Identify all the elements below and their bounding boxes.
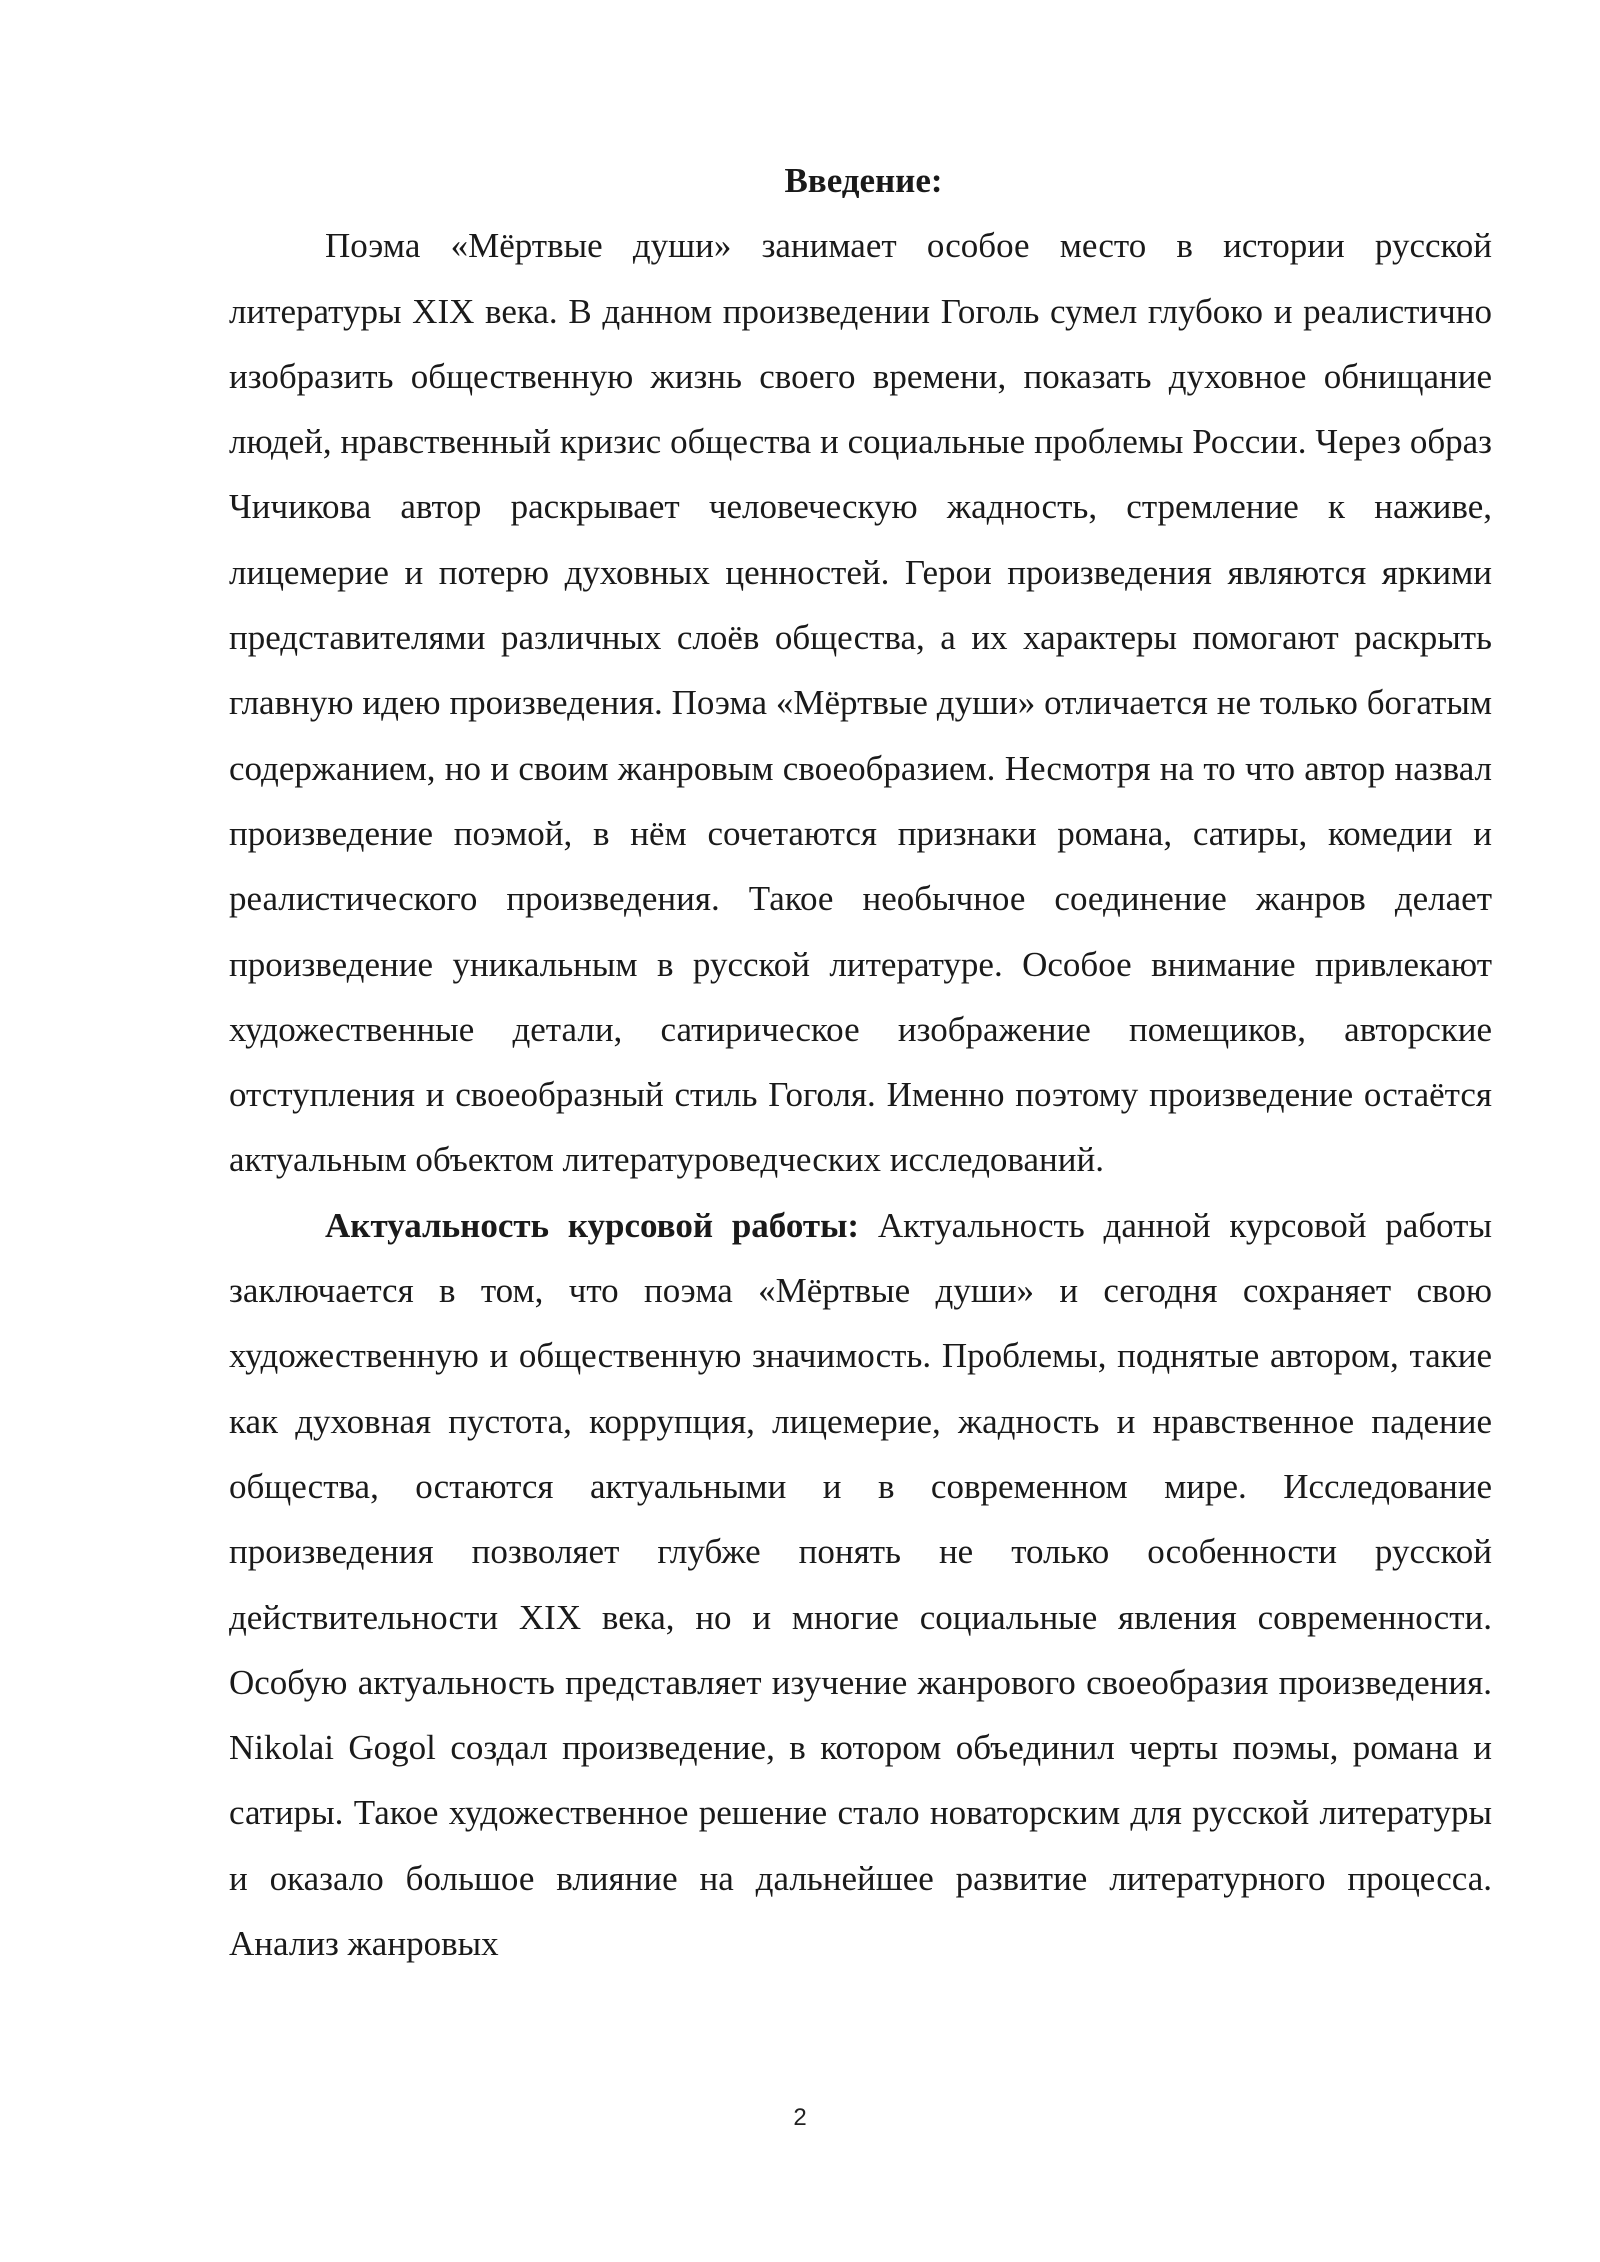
relevance-paragraph (229, 1193, 1492, 1977)
introduction-paragraph: Поэма «Мёртвые души» занимает особое место в истории русской литературы XIX века. В данном произведении Гоголь сумел глубоко и реалистично изобразить общественную жизнь своего времени, показать духовное обнищание людей, нравственный кризис общества и социальные проблемы России. Через образ Чичикова автор раскрывает человеческую жадность, стремление к наживе, лицемерие и потерю духовных ценностей. Герои произведения являются яркими представителями различных слоёв общества, а их характеры помогают раскрыть главную идею произведения. Поэма «Мёртвые души» отличается не только богатым содержанием, но и своим жанровым своеобразием. Несмотря на то что автор назвал произведение поэмой, в нём сочетаются признаки романа, сатиры, комедии и реалистического произведения. Такое необычное соединение жанров делает произведение уникальным в русской литературе. Особое внимание привлекают художественные детали, сатирическое изображение помещиков, авторские отступления и своеобразный стиль Гоголя. Именно поэтому произведение остаётся актуальным объектом литературоведческих исследований. (229, 226, 1492, 1180)
relevance-heading: Актуальность курсовой работы: (325, 1205, 860, 1245)
page-number: 2 (793, 2104, 807, 2131)
page-content (229, 148, 1492, 1976)
relevance-text: Актуальность данной курсовой работы заключается в том, что поэма «Мёртвые души» и сегодня сохраняет свою художественную и общественную значимость. Проблемы, поднятые автором, такие как духовная пустота, коррупция, лицемерие, жадность и нравственное падение общества, остаются актуальными и в современном мире. Исследование произведения позволяет глубже понять не только особенности русской действительности XIX века, но и многие социальные явления современности. Особую актуальность представляет изучение жанрового своеобразия произведения. Nikolai Gogol создал произведение, в котором объединил черты поэмы, романа и сатиры. Такое художественное решение стало новаторским для русской литературы и оказало большое влияние на дальнейшее развитие литературного процесса. Анализ жанровых (229, 1205, 1492, 1964)
section-heading-introduction: Введение: (784, 161, 943, 200)
